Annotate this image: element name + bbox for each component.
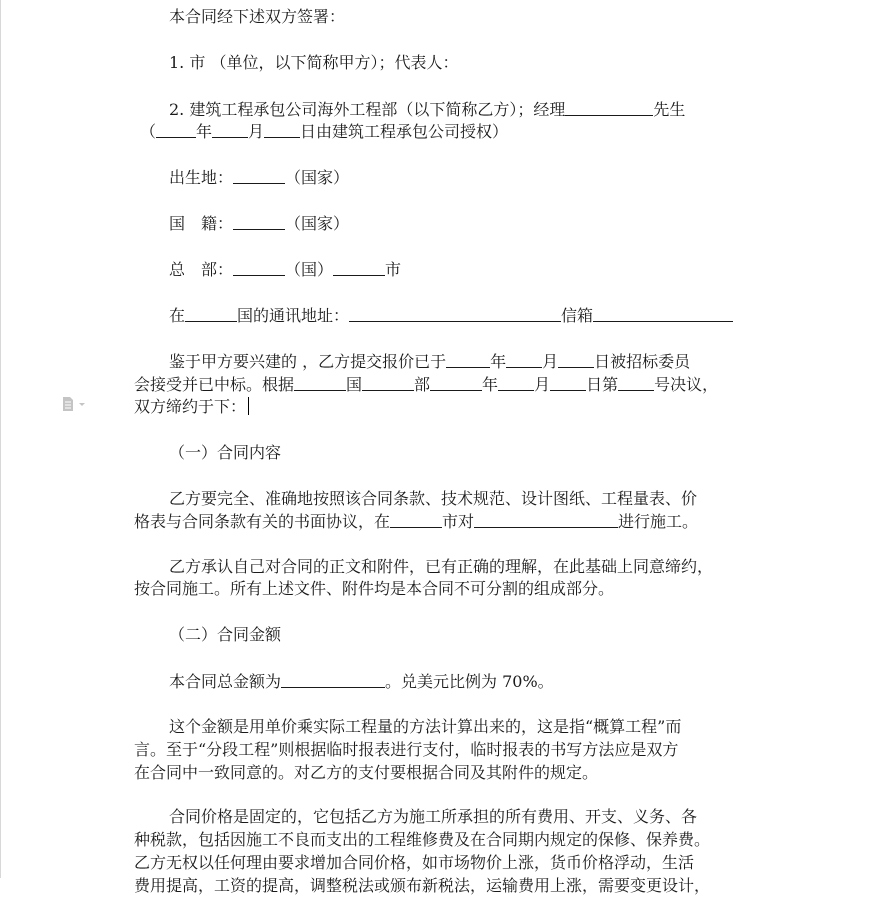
s1-para2-line1: 乙方承认自己对合同的正文和附件，已有正确的理解，在此基础上同意缔约， <box>169 557 714 576</box>
blank-field <box>593 304 733 322</box>
amount-line: 本合同总金额为 。兑美元比例为 70%。 <box>169 672 554 691</box>
recital-line-1: 鉴于甲方要兴建的 ，乙方提交报价已于 年 月 日被招标委员 <box>169 352 691 371</box>
s2-para2-line2: 言。至于“分段工程”则根据临时报表进行支付，临时报表的书写方法应是双方 <box>134 740 679 759</box>
party-a-line: 1. 市 （单位，以下简称甲方）；代表人： <box>169 53 459 72</box>
s2-para3-line2: 种税款，包括因施工不良而支出的工程维修费及在合同期内规定的保修、保养费。 <box>134 830 711 849</box>
s1-para1-line1: 乙方要完全、准确地按照该合同条款、技术规范、设计图纸、工程量表、价 <box>169 489 698 508</box>
s1-para2-line2: 按合同施工。所有上述文件、附件均是本合同不可分割的组成部分。 <box>134 579 615 598</box>
blank-field <box>446 350 490 368</box>
party-b-line-1: 2. 建筑工程承包公司海外工程部（以下简称乙方）；经理 先生 <box>169 100 686 119</box>
s2-para3-line3: 乙方无权以任何理由要求增加合同价格，如市场物价上涨，货币价格浮动，生活 <box>134 853 695 872</box>
recital-line-3: 双方缔约于下： <box>134 396 249 418</box>
blank-field <box>618 373 654 391</box>
blank-field <box>550 373 586 391</box>
text-cursor <box>248 397 249 415</box>
address-line: 在 国的通讯地址： 信箱 <box>169 304 733 326</box>
blank-field <box>362 373 414 391</box>
s2-para3-line1: 合同价格是固定的，它包括乙方为施工所承担的所有费用、开支、义务、各 <box>169 807 698 826</box>
s1-para1-line2: 格表与合同条款有关的书面协议，在 市对 进行施工。 <box>134 512 699 531</box>
blank-field <box>294 373 346 391</box>
blank-field <box>349 304 561 322</box>
blank-field <box>558 350 594 368</box>
blank-field <box>333 258 385 276</box>
s2-para2-line3: 在合同中一致同意的。对乙方的支付要根据合同及其附件的规定。 <box>134 763 599 782</box>
headquarters-line: 总 部： （国） 市 <box>169 260 402 279</box>
section-2-title: （二）合同金额 <box>169 625 282 644</box>
party-b-line-2: （ 年 月 日由建筑工程承包公司授权） <box>140 122 509 141</box>
blank-field <box>156 120 196 138</box>
s2-para3-line4: 费用提高，工资的提高，调整税法或颁布新税法，运输费用上涨，需要变更设计， <box>134 876 711 895</box>
s2-para2-line1: 这个金额是用单价乘实际工程量的方法计算出来的，这是指“概算工程”而 <box>169 717 682 736</box>
blank-field <box>233 166 285 184</box>
blank-field <box>506 350 542 368</box>
section-1-title: （一）合同内容 <box>169 443 282 462</box>
signing-intro: 本合同经下述双方签署： <box>169 7 346 26</box>
blank-field <box>498 373 534 391</box>
blank-field <box>430 373 482 391</box>
page-left-edge <box>0 0 1 878</box>
blank-field <box>233 212 285 230</box>
blank-field <box>281 670 385 688</box>
birthplace-line: 出生地： （国家） <box>169 168 350 187</box>
blank-field <box>565 98 653 116</box>
blank-field <box>233 258 285 276</box>
blank-field <box>264 120 300 138</box>
nationality-line: 国 籍： （国家） <box>169 214 350 233</box>
blank-field <box>474 510 618 528</box>
paragraph-options-icon[interactable] <box>61 396 87 412</box>
blank-field <box>390 510 442 528</box>
recital-line-2: 会接受并已中标。根据 国 部 年 月 日第 号决议， <box>134 375 719 394</box>
blank-field <box>185 304 237 322</box>
blank-field <box>212 120 248 138</box>
